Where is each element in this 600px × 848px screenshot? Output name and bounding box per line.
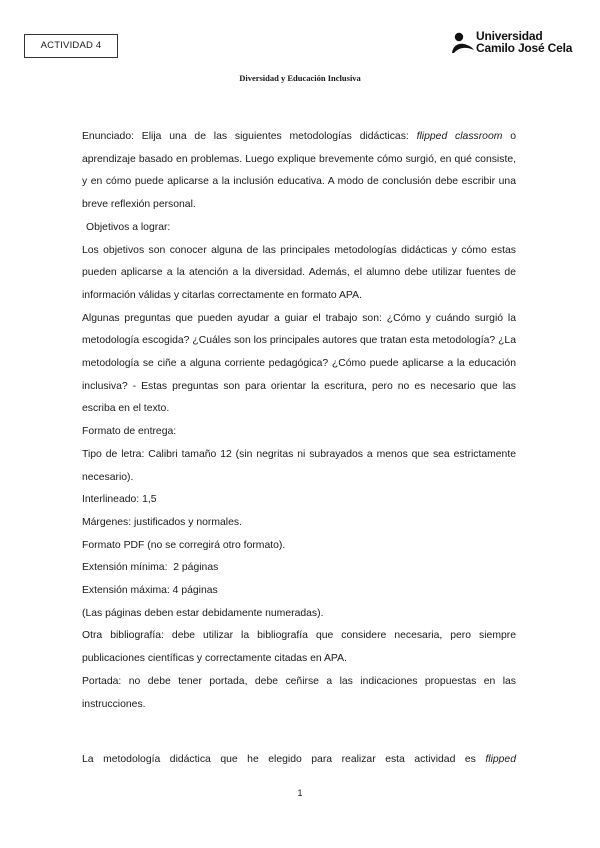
enunciado-lead: Enunciado: Elija una de las siguientes metodologías didácticas: [82, 131, 417, 142]
objetivos-heading: Objetivos a lograr: [86, 221, 171, 233]
university-name [476, 30, 572, 54]
ucjc-person-logo-icon [451, 32, 475, 54]
logo-line-1: Universidad [476, 29, 543, 43]
portada-paragraph: Portada: no debe tener portada, debe ceñirse a las indicaciones propuestas en las instrucciones. [82, 675, 516, 710]
tipo-letra-line: Tipo de letra: Calibri tamaño 12 (sin negritas ni subrayados a menos que sea estrictamente necesario). [82, 448, 516, 483]
margenes-line: Márgenes: justificados y normales. [82, 516, 242, 528]
closing-paragraph [82, 749, 516, 772]
enunciado-flipped-term: flipped classroom [416, 131, 503, 142]
extension-maxima-line: Extensión máxima: 4 páginas [82, 585, 218, 597]
document-body [82, 126, 516, 716]
activity-label: ACTIVIDAD 4 [24, 34, 118, 58]
interlineado-line: Interlineado: 1,5 [82, 494, 157, 506]
paginas-numeradas-line: (Las páginas deben estar debidamente numeradas). [82, 607, 324, 619]
closing-lead: La metodología didáctica que he elegido para realizar esta actividad es [82, 754, 486, 765]
preguntas-paragraph: Algunas preguntas que pueden ayudar a guiar el trabajo son: ¿Cómo y cuándo surgió la metodología escogida? ¿Cuáles son los principales autores que tratan esta metodología? ¿La metodología se ciñe a alguna corriente pedagógica? ¿Cómo puede aplicarse a la educación inclusiva? - Estas preguntas son para orientar la escritura, pero no es necesario que las escriba en el texto. [82, 312, 516, 415]
page-number: 1 [297, 788, 303, 798]
enunciado-rest: o aprendizaje basado en problemas. Luego explique brevemente cómo surgió, en qué consiste, y en cómo puede aplicarse a la inclusión educativa. A modo de conclusión debe escribir una breve reflexión personal. [82, 131, 517, 211]
formato-heading: Formato de entrega: [82, 426, 177, 438]
objetivos-paragraph: Los objetivos son conocer alguna de las principales metodologías didácticas y cómo estas pueden aplicarse a la atención a la diversidad. Además, el alumno debe utilizar fuentes de información válidas y citarlas correctamente en formato APA. [82, 244, 516, 301]
university-logo [451, 30, 581, 56]
document-title: Diversidad y Educación Inclusiva [239, 73, 361, 83]
extension-minima-line: Extensión mínima: 2 páginas [82, 562, 219, 574]
bibliografia-paragraph: Otra bibliografía: debe utilizar la bibliografía que considere necesaria, pero siempre publicaciones científicas y correctamente citadas en APA. [82, 630, 516, 665]
formato-pdf-line: Formato PDF (no se corregirá otro formato). [82, 539, 286, 551]
enunciado-paragraph [82, 126, 516, 217]
closing-flipped-term: flipped [485, 754, 516, 765]
logo-line-2: Camilo José Cela [476, 41, 573, 55]
